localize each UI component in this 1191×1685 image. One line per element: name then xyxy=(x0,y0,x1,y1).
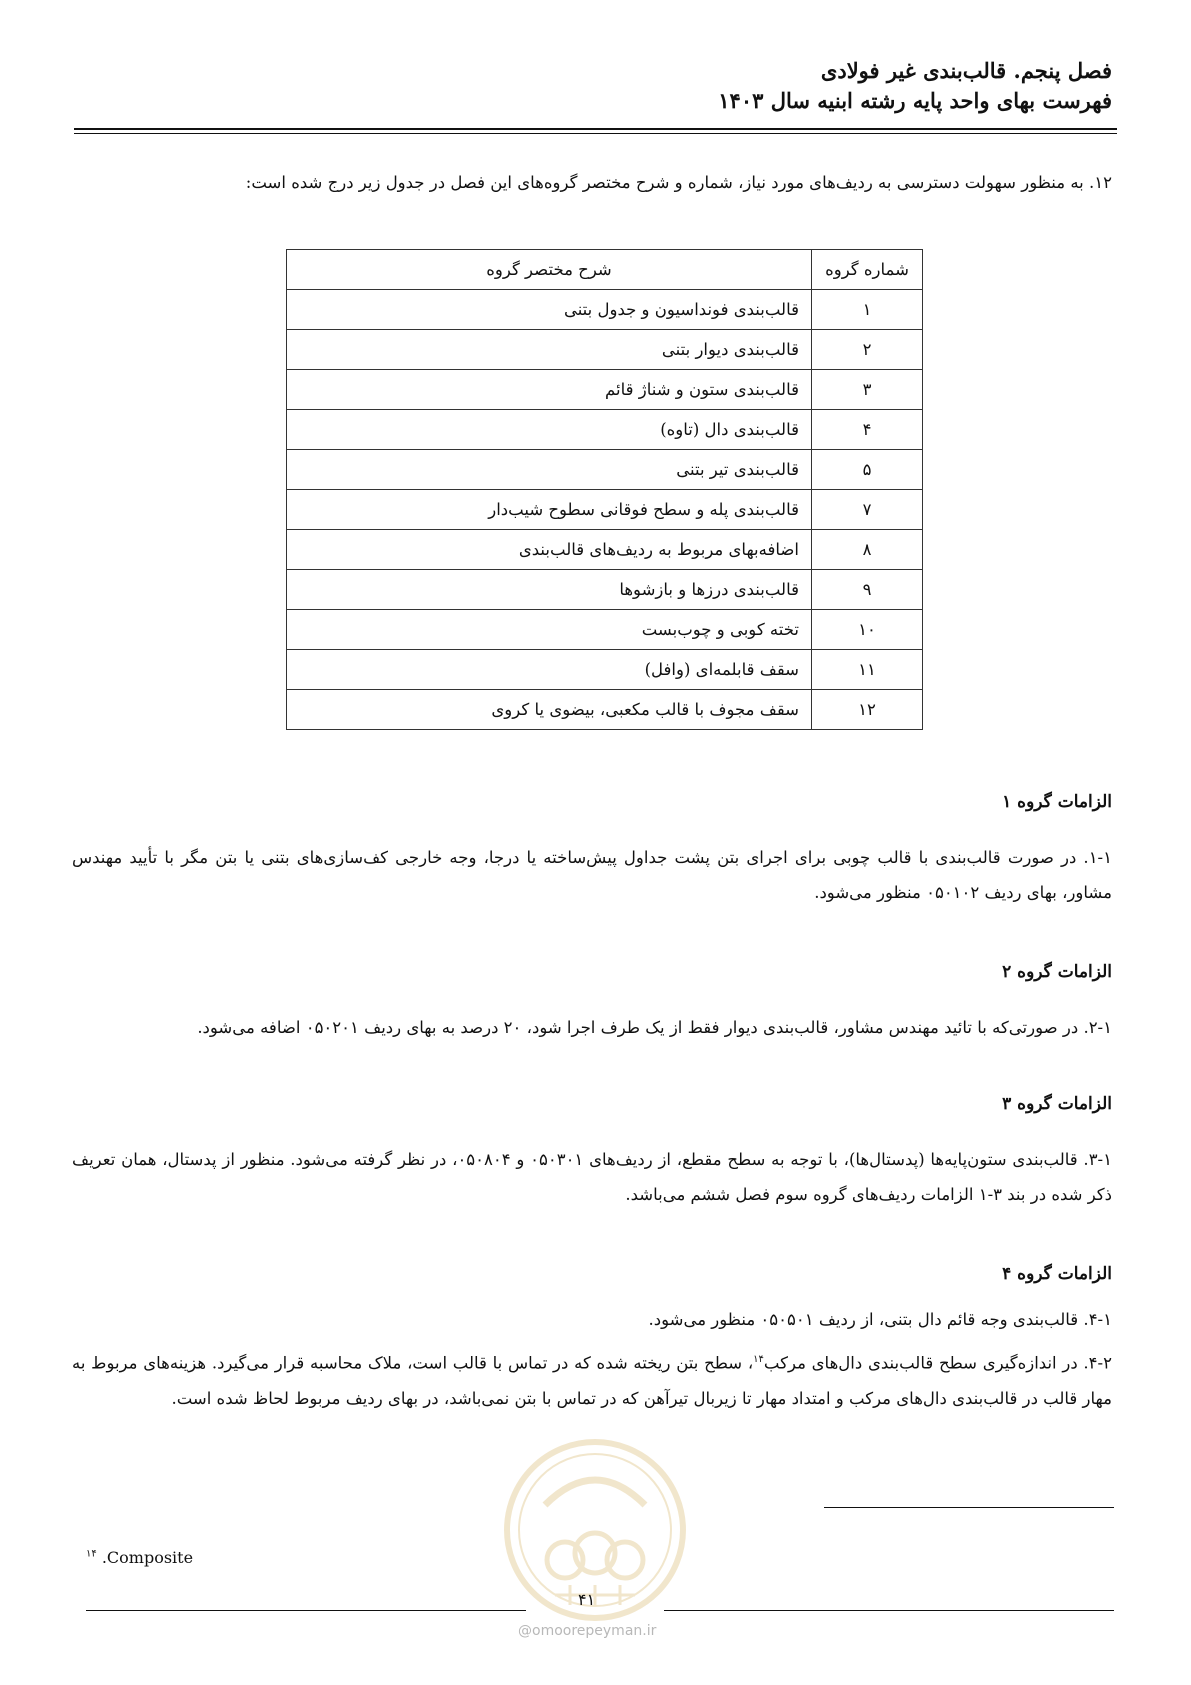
group-1-heading: الزامات گروه ۱ xyxy=(1002,792,1112,812)
group-desc: سقف مجوف با قالب مکعبی، بیضوی یا کروی xyxy=(287,690,812,730)
intro-paragraph: ۱۲. به منظور سهولت دسترسی به ردیف‌های مورد نیاز، شماره و شرح مختصر گروه‌های این فصل در جدول زیر درج شده است: xyxy=(245,173,1112,192)
table-row xyxy=(287,410,923,450)
group-number: ۱۰ xyxy=(812,610,923,650)
group-4-paragraph-2-end: ، سطح بتن ریخته شده که در تماس با قالب است، ملاک محاسبه قرار می‌گیرد. هزینه‌های مربوط به مهار قالب در قالب‌بندی دال‌های مرکب و امتداد مهار تا زیربال تیرآهن که در تماس با بتن نمی‌باشد، در بهای ردیف مربوط لحاظ شده است. xyxy=(72,1353,1112,1408)
footnote-marker: ۱۴ xyxy=(86,1548,97,1560)
footnote-rule xyxy=(824,1507,1114,1508)
table-row xyxy=(287,690,923,730)
footnote xyxy=(86,1548,193,1567)
watermark-site: @omoorepeyman.ir xyxy=(518,1623,657,1639)
group-number: ۱۲ xyxy=(812,690,923,730)
group-number: ۹ xyxy=(812,570,923,610)
header-rule-thick xyxy=(74,128,1117,130)
table-row xyxy=(287,290,923,330)
group-desc: سقف قابلمه‌ای (وافل) xyxy=(287,650,812,690)
table-row xyxy=(287,650,923,690)
group-number: ۱۱ xyxy=(812,650,923,690)
group-desc: قالب‌بندی پله و سطح فوقانی سطوح شیب‌دار xyxy=(287,490,812,530)
group-number: ۴ xyxy=(812,410,923,450)
group-number: ۸ xyxy=(812,530,923,570)
group-desc: قالب‌بندی درزها و بازشوها xyxy=(287,570,812,610)
footnote-ref: ۱۴ xyxy=(753,1354,764,1365)
group-desc: قالب‌بندی ستون و شناژ قائم xyxy=(287,370,812,410)
group-2-heading: الزامات گروه ۲ xyxy=(1002,962,1112,982)
document-subtitle: فهرست بهای واحد پایه رشته ابنیه سال ۱۴۰۳ xyxy=(718,88,1112,113)
table-row xyxy=(287,530,923,570)
group-number: ۱ xyxy=(812,290,923,330)
group-3-paragraph: ۳-۱. قالب‌بندی ستون‌پایه‌ها (پدستال‌ها)، با توجه به سطح مقطع، از ردیف‌های ۰۵۰۳۰۱ و ۰۵۰۸۰۴، در نظر گرفته می‌شود. منظور از پدستال، همان تعریف ذکر شده در بند ۳-۱ الزامات ردیف‌های گروه سوم فصل ششم می‌باشد. xyxy=(72,1150,1112,1204)
footer-rule-right xyxy=(664,1610,1114,1611)
group-4-paragraph-2-start: ۴-۲. در اندازه‌گیری سطح قالب‌بندی دال‌های مرکب xyxy=(763,1353,1112,1373)
groups-table xyxy=(286,249,923,730)
group-number: ۲ xyxy=(812,330,923,370)
group-number: ۵ xyxy=(812,450,923,490)
group-2-paragraph: ۲-۱. در صورتی‌که با تائید مهندس مشاور، قالب‌بندی دیوار فقط از یک طرف اجرا شود، ۲۰ درصد به بهای ردیف ۰۵۰۲۰۱ اضافه می‌شود. xyxy=(197,1018,1112,1037)
group-desc: تخته کوبی و چوب‌بست xyxy=(287,610,812,650)
footer-rule-left xyxy=(86,1610,526,1611)
header-rule-thin xyxy=(74,133,1117,134)
table-row xyxy=(287,450,923,490)
footnote-text: .Composite xyxy=(96,1548,194,1567)
table-row xyxy=(287,610,923,650)
col-header-number: شماره گروه xyxy=(812,250,923,290)
group-1-paragraph: ۱-۱. در صورت قالب‌بندی با قالب چوبی برای اجرای بتن پشت جداول پیش‌ساخته یا درجا، وجه خارجی کف‌سازی‌های بتنی یا بتن مگر با تأیید مهندس مشاور، بهای ردیف ۰۵۰۱۰۲ منظور می‌شود. xyxy=(72,848,1112,902)
group-number: ۷ xyxy=(812,490,923,530)
group-desc: اضافه‌بهای مربوط به ردیف‌های قالب‌بندی xyxy=(287,530,812,570)
col-header-desc: شرح مختصر گروه xyxy=(287,250,812,290)
group-3-heading: الزامات گروه ۳ xyxy=(1002,1094,1112,1114)
page-header xyxy=(72,56,1112,116)
table-row xyxy=(287,370,923,410)
chapter-title: فصل پنجم. قالب‌بندی غیر فولادی xyxy=(820,58,1112,83)
table-row xyxy=(287,330,923,370)
group-desc: قالب‌بندی فونداسیون و جدول بتنی xyxy=(287,290,812,330)
group-desc: قالب‌بندی دیوار بتنی xyxy=(287,330,812,370)
page-number: ۴۱ xyxy=(578,1590,596,1609)
table-row xyxy=(287,570,923,610)
group-4-paragraph-1: ۴-۱. قالب‌بندی وجه قائم دال بتنی، از ردیف ۰۵۰۵۰۱ منظور می‌شود. xyxy=(648,1310,1112,1329)
group-desc: قالب‌بندی تیر بتنی xyxy=(287,450,812,490)
group-4-paragraph-2 xyxy=(72,1342,1112,1416)
group-4-heading: الزامات گروه ۴ xyxy=(1002,1264,1112,1284)
group-number: ۳ xyxy=(812,370,923,410)
table-row xyxy=(287,490,923,530)
group-desc: قالب‌بندی دال (تاوه) xyxy=(287,410,812,450)
table-header-row xyxy=(287,250,923,290)
